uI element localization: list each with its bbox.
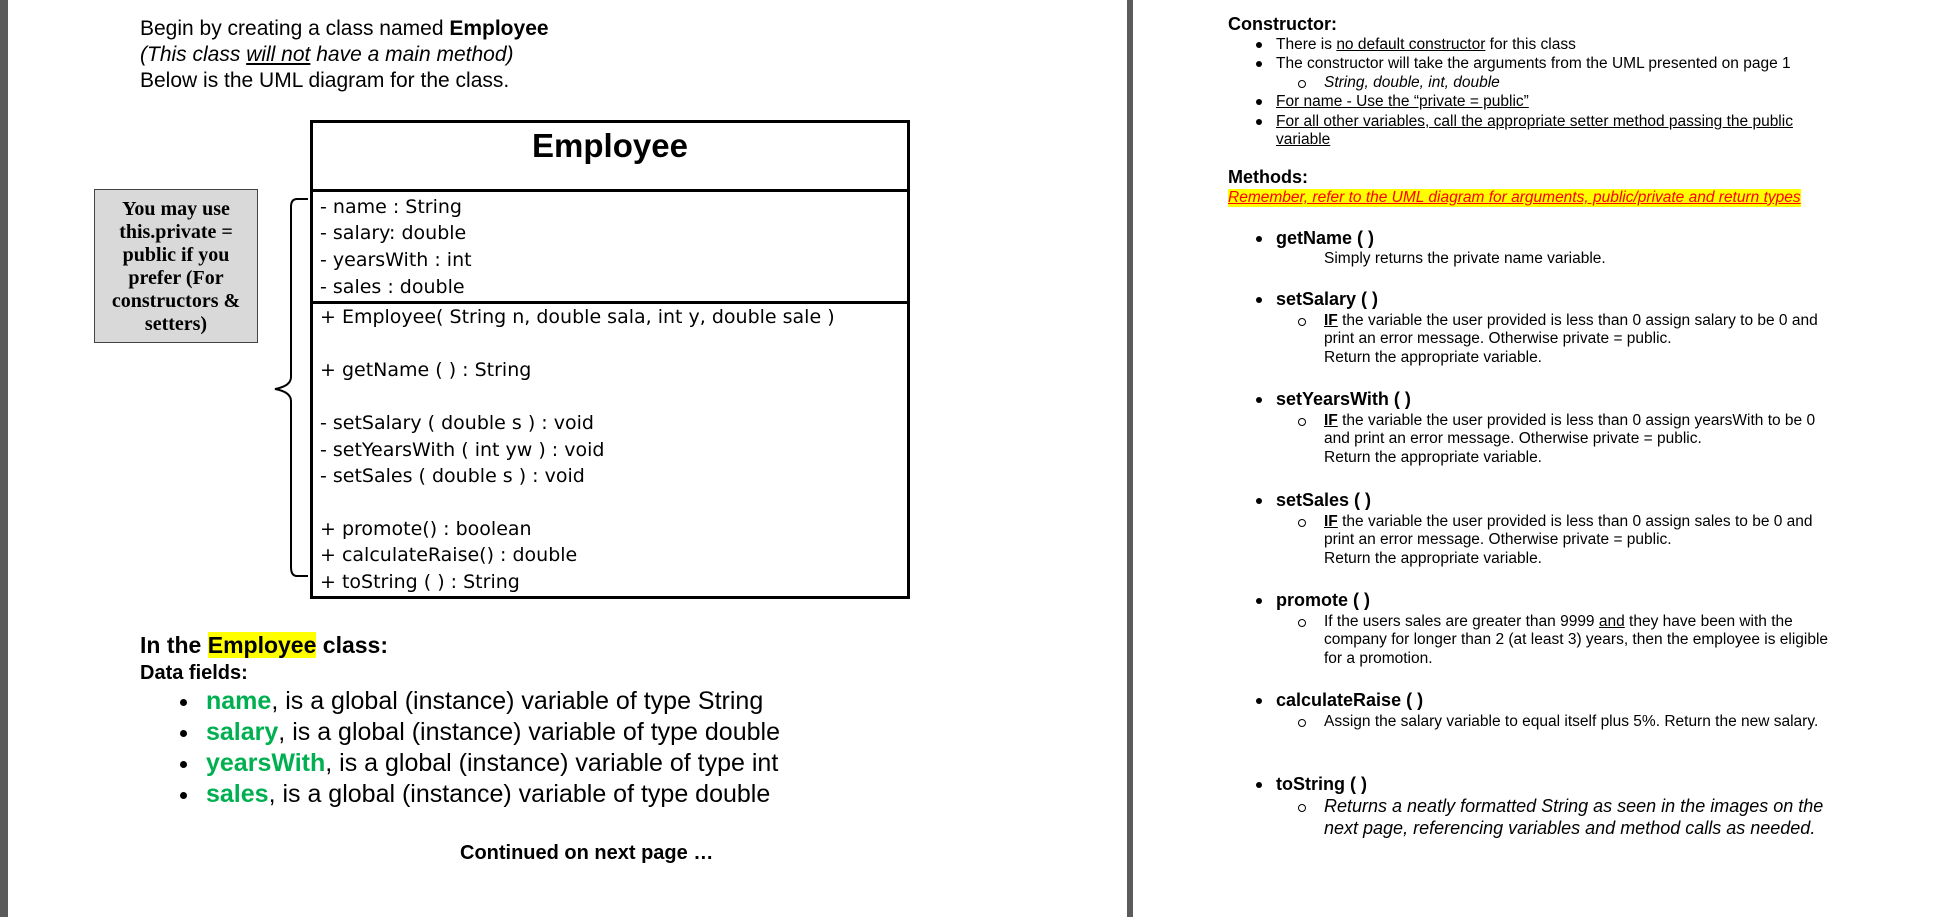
sub-bullet — [1298, 318, 1306, 326]
sub-bullet — [1298, 804, 1306, 812]
uml-method: + promote() : boolean — [320, 518, 532, 540]
method-desc: Return the appropriate variable. — [1324, 550, 1542, 567]
bullet — [180, 761, 187, 768]
uml-field: - yearsWith : int — [320, 249, 472, 271]
tip-note-box: You may use this.private = public if you prefer (For constructors & setters) — [94, 189, 258, 343]
uml-method: + Employee( String n, double sala, int y, double sale ) — [320, 306, 835, 328]
uml-divider — [313, 301, 907, 304]
bullet — [1256, 61, 1262, 67]
field-item: yearsWith, is a global (instance) variable of type int — [206, 749, 779, 777]
method-heading-setsalary: setSalary ( ) — [1276, 289, 1379, 309]
uml-method: - setSales ( double s ) : void — [320, 465, 585, 487]
constructor-item: For all other variables, call the appropriate setter method passing the public — [1276, 113, 1793, 130]
bullet — [180, 730, 187, 737]
constructor-heading: Constructor: — [1228, 14, 1337, 34]
uml-class-name: Employee — [532, 127, 688, 164]
document-page-left — [8, 0, 1127, 917]
uml-method: + toString ( ) : String — [320, 571, 520, 593]
method-heading-calculateraise: calculateRaise ( ) — [1276, 690, 1424, 710]
field-item: salary, is a global (instance) variable of type double — [206, 718, 780, 746]
bullet — [1256, 119, 1262, 125]
method-desc: IF the variable the user provided is less than 0 assign sales to be 0 and — [1324, 513, 1813, 530]
uml-divider — [313, 189, 907, 192]
method-desc: and print an error message. Otherwise private = public. — [1324, 430, 1702, 447]
continued-note: Continued on next page … — [460, 842, 714, 864]
bullet — [1256, 297, 1262, 303]
sub-bullet — [1298, 80, 1306, 88]
bullet — [1256, 598, 1262, 604]
bullet — [1256, 698, 1262, 704]
constructor-item: The constructor will take the arguments from the UML presented on page 1 — [1276, 55, 1791, 72]
method-heading-setsales: setSales ( ) — [1276, 490, 1372, 510]
uml-class-diagram — [310, 120, 910, 599]
uml-method: - setSalary ( double s ) : void — [320, 412, 594, 434]
intro-line-3: Below is the UML diagram for the class. — [140, 69, 510, 92]
uml-method: - setYearsWith ( int yw ) : void — [320, 439, 605, 461]
uml-field: - salary: double — [320, 222, 467, 244]
method-desc: print an error message. Otherwise private = public. — [1324, 330, 1672, 347]
sub-bullet — [1298, 619, 1306, 627]
bullet — [1256, 99, 1262, 105]
method-desc: company for longer than 2 (at least 3) years, then the employee is eligible — [1324, 631, 1829, 648]
uml-method: + getName ( ) : String — [320, 359, 532, 381]
constructor-item: For name - Use the “private = public” — [1276, 93, 1529, 110]
sub-bullet — [1298, 418, 1306, 426]
bullet — [1256, 236, 1262, 242]
method-desc: Return the appropriate variable. — [1324, 449, 1542, 466]
method-heading-setyearswith: setYearsWith ( ) — [1276, 389, 1411, 409]
method-desc: IF the variable the user provided is less than 0 assign salary to be 0 and — [1324, 312, 1818, 329]
constructor-item: There is no default constructor for this class — [1276, 36, 1576, 53]
bullet — [180, 792, 187, 799]
bullet — [1256, 782, 1262, 788]
bullet — [1256, 397, 1262, 403]
uml-field: - name : String — [320, 196, 462, 218]
method-desc: next page, referencing variables and method calls as needed. — [1324, 818, 1816, 838]
bullet — [1256, 42, 1262, 48]
method-desc: IF the variable the user provided is less than 0 assign yearsWith to be 0 — [1324, 412, 1816, 429]
curly-brace — [263, 195, 313, 580]
method-desc: Simply returns the private name variable. — [1324, 250, 1606, 267]
methods-heading: Methods: — [1228, 167, 1308, 187]
document-page-right — [1133, 0, 1946, 917]
bullet — [180, 699, 187, 706]
method-desc: print an error message. Otherwise private = public. — [1324, 531, 1672, 548]
method-desc: Return the appropriate variable. — [1324, 349, 1542, 366]
data-fields-label: Data fields: — [140, 662, 248, 684]
method-heading-promote: promote ( ) — [1276, 590, 1370, 610]
method-desc: for a promotion. — [1324, 650, 1433, 667]
intro-line-1: Begin by creating a class named Employee — [140, 17, 549, 40]
method-heading-tostring: toString ( ) — [1276, 774, 1367, 794]
uml-field: - sales : double — [320, 276, 465, 298]
sub-bullet — [1298, 519, 1306, 527]
section-heading: In the Employee class: — [140, 632, 388, 658]
field-item: name, is a global (instance) variable of type String — [206, 687, 764, 715]
method-desc: Returns a neatly formatted String as seen in the images on the — [1324, 796, 1824, 816]
field-item: sales, is a global (instance) variable of type double — [206, 780, 771, 808]
constructor-subitem: String, double, int, double — [1324, 74, 1500, 91]
constructor-item-cont: variable — [1276, 131, 1331, 148]
sub-bullet — [1298, 719, 1306, 727]
method-desc: If the users sales are greater than 9999 and they have been with the — [1324, 613, 1793, 630]
remember-note: Remember, refer to the UML diagram for arguments, public/private and return types — [1228, 189, 1801, 206]
method-desc: Assign the salary variable to equal itself plus 5%. Return the new salary. — [1324, 713, 1819, 730]
uml-method: + calculateRaise() : double — [320, 544, 578, 566]
intro-line-2: (This class will not have a main method) — [140, 43, 514, 66]
method-heading-getname: getName ( ) — [1276, 228, 1375, 248]
bullet — [1256, 498, 1262, 504]
